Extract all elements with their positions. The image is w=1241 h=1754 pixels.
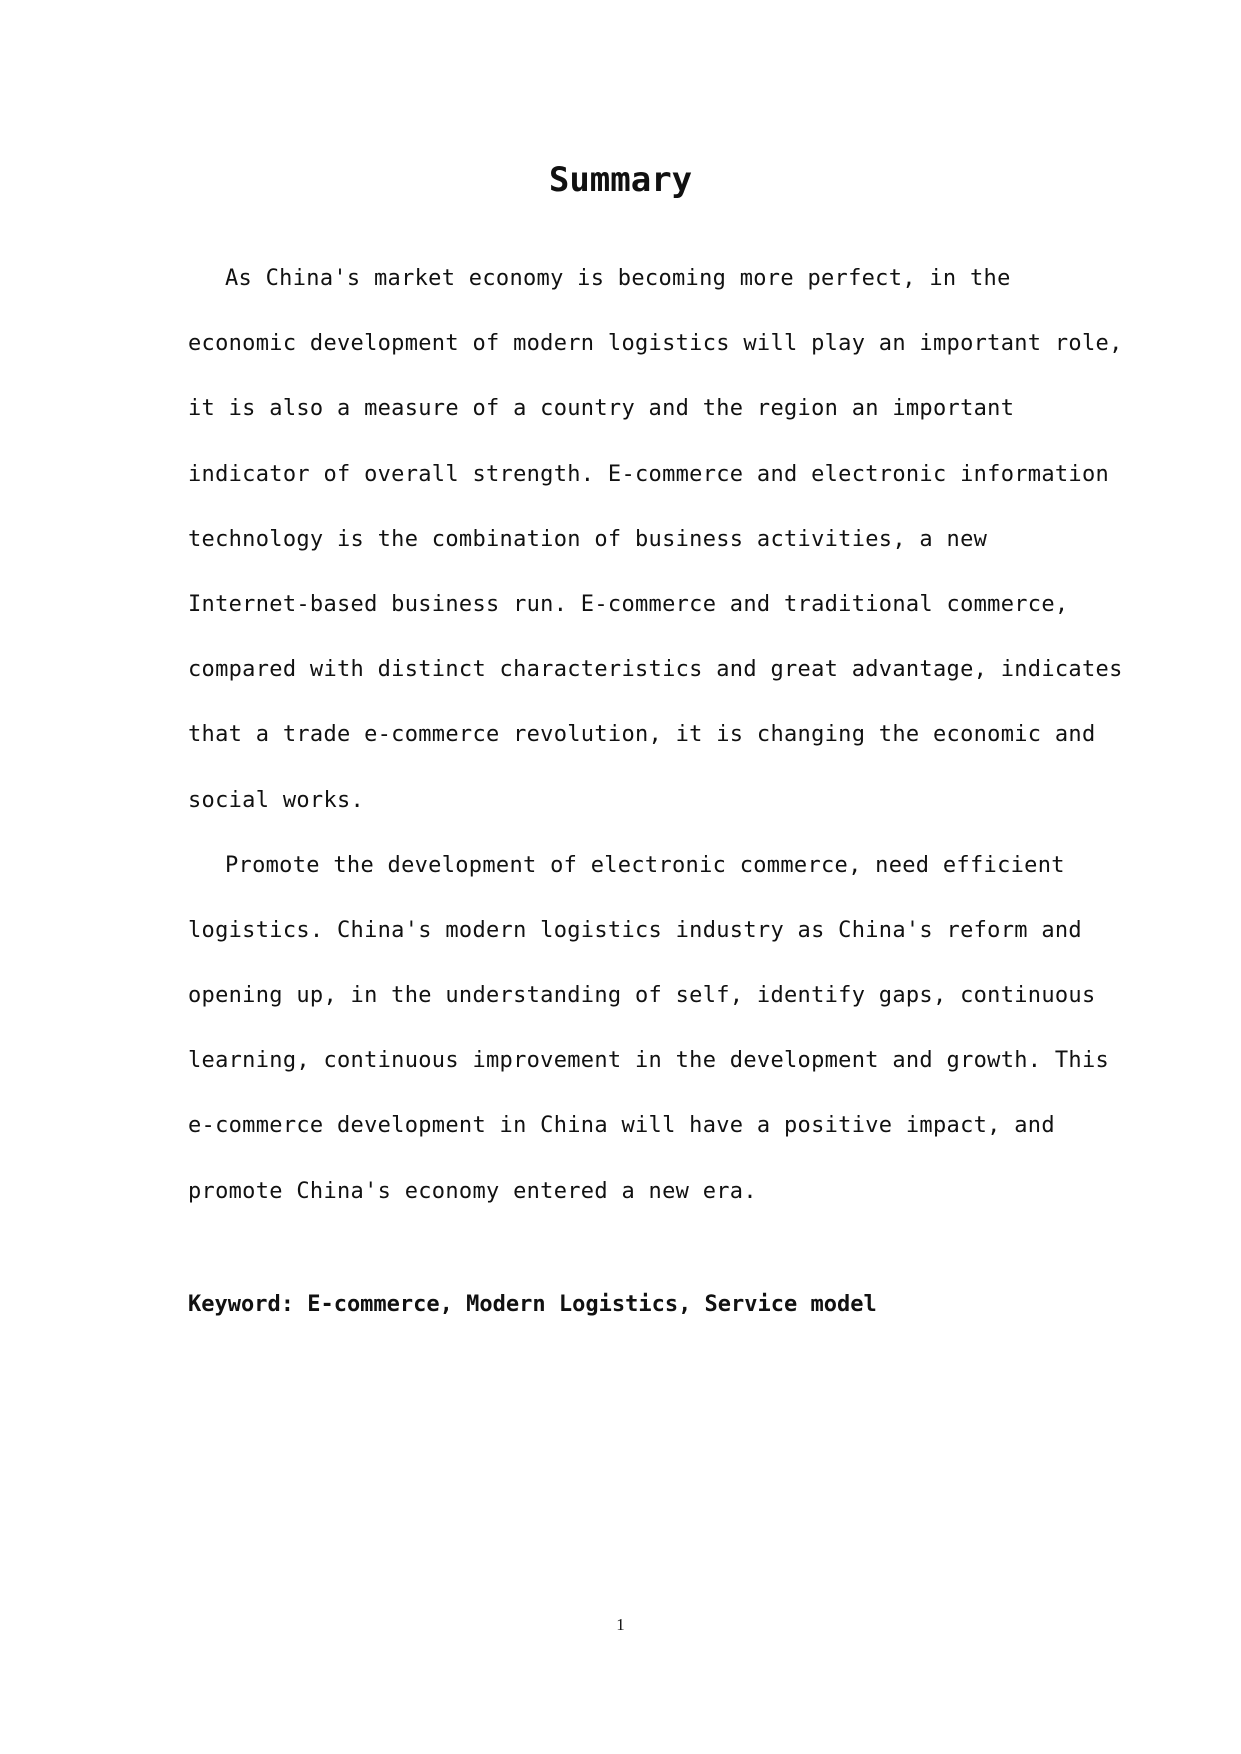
- paragraph-line: learning, continuous improvement in the development and growth. This: [188, 1048, 1110, 1074]
- paragraph-line: opening up, in the understanding of self, identify gaps, continuous: [188, 983, 1096, 1009]
- paragraph-line: Promote the development of electronic commerce, need efficient: [225, 852, 1065, 878]
- paragraph-line: As China's market economy is becoming more perfect, in the: [225, 266, 1011, 291]
- paragraph-2: [188, 833, 1110, 1224]
- page-number: 1: [616, 1615, 625, 1634]
- paragraph-line: indicator of overall strength. E-commerce and electronic information: [188, 461, 1110, 487]
- paragraph-line: social works.: [188, 787, 365, 813]
- paragraph-line: Internet-based business run. E-commerce and traditional commerce,: [188, 591, 1069, 617]
- paragraph-line: it is also a measure of a country and the region an important: [188, 396, 1015, 422]
- paragraph-line: that a trade e-commerce revolution, it is changing the economic and: [188, 722, 1096, 748]
- paragraph-1: [188, 246, 1123, 833]
- page-title: Summary: [548, 160, 693, 200]
- paragraph-line: promote China's economy entered a new era.: [188, 1178, 757, 1204]
- paragraph-line: compared with distinct characteristics and great advantage, indicates: [188, 657, 1123, 683]
- paragraph-line: economic development of modern logistics will play an important role,: [188, 331, 1123, 357]
- summary-body: [188, 246, 1123, 1224]
- keywords-line: Keyword: E-commerce, Modern Logistics, Service model: [188, 1292, 877, 1317]
- paragraph-line: technology is the combination of business activities, a new: [188, 526, 988, 552]
- paragraph-line: logistics. China's modern logistics industry as China's reform and: [188, 917, 1082, 943]
- paragraph-line: e-commerce development in China will have a positive impact, and: [188, 1113, 1055, 1139]
